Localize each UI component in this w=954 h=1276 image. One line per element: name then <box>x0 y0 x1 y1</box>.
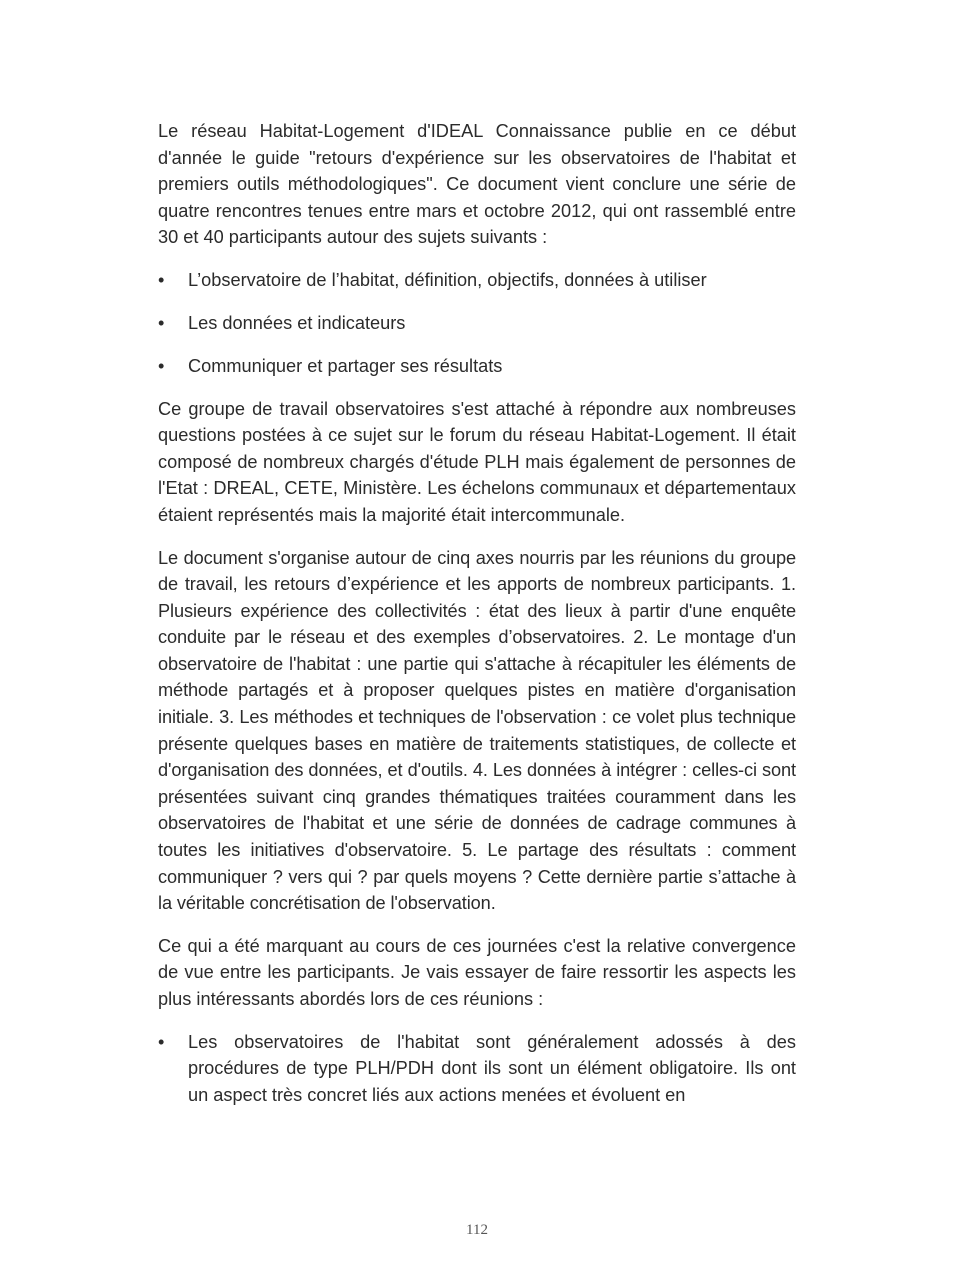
bullet-icon: • <box>158 1031 165 1052</box>
list-item <box>158 353 796 380</box>
list-item <box>158 1029 796 1109</box>
bullet-icon: • <box>158 312 165 333</box>
convergence-paragraph: Ce qui a été marquant au cours de ces journées c'est la relative convergence de vue entre les participants. Je vais essayer de faire ressortir les aspects les plus intéressants abordés lors de ces réunions : <box>158 935 796 1009</box>
list-item-text: Les données et indicateurs <box>188 312 406 333</box>
topics-list <box>158 267 796 380</box>
bullet-icon: • <box>158 355 165 376</box>
group-paragraph: Ce groupe de travail observatoires s'est attaché à répondre aux nombreuses questions postées à ce sujet sur le forum du réseau Habitat-Logement. Il était composé de nombreux chargés d'étude PLH mais également de personnes de l'Etat : DREAL, CETE, Ministère. Les échelons communaux et départementaux étaient représentés mais la majorité était intercommunale. <box>158 398 796 525</box>
list-item <box>158 267 796 294</box>
list-item-text: Communiquer et partager ses résultats <box>188 355 503 376</box>
page-number: 112 <box>466 1222 488 1238</box>
list-item-text: L’observatoire de l’habitat, définition, objectifs, données à utiliser <box>188 269 707 290</box>
intro-paragraph: Le réseau Habitat-Logement d'IDEAL Connaissance publie en ce début d'année le guide "retours d'expérience sur les observatoires de l'habitat et premiers outils méthodologiques". Ce document vient conclure une série de quatre rencontres tenues entre mars et octobre 2012, qui ont rassemblé entre 30 et 40 participants autour des sujets suivants : <box>158 121 796 248</box>
structure-paragraph: Le document s'organise autour de cinq axes nourris par les réunions du groupe de travail, les retours d’expérience et les apports de nombreux participants. 1. Plusieurs expérience des collectivités : état des lieux à partir d'une enquête conduite par le réseau et des exemples d’observatoires. 2. Le montage d'un observatoire de l'habitat : une partie qui s'attache à récapituler les éléments de méthode partagés et à proposer quelques pistes en matière d'organisation initiale. 3. Les méthodes et techniques de l'observation : ce volet plus technique présente quelques bases en matière de traitements statistiques, de collecte et d'organisation des données, et d'outils. 4. Les données à intégrer : celles-ci sont présentées suivant cinq grandes thématiques traitées couramment dans les observatoires de l'habitat et une série de données de cadrage communes à toutes les initiatives d'observatoire. 5. Le partage des résultats : comment communiquer ? vers qui ? par quels moyens ? Cette dernière partie s’attache à la véritable concrétisation de l'observation. <box>158 547 796 914</box>
document-body <box>158 118 796 1124</box>
bullet-icon: • <box>158 269 165 290</box>
list-item <box>158 310 796 337</box>
findings-list <box>158 1029 796 1109</box>
list-item-text: Les observatoires de l'habitat sont généralement adossés à des procédures de type PLH/PDH dont ils sont un élément obligatoire. Ils ont un aspect très concret liés aux actions menées et évoluent en <box>188 1031 796 1105</box>
